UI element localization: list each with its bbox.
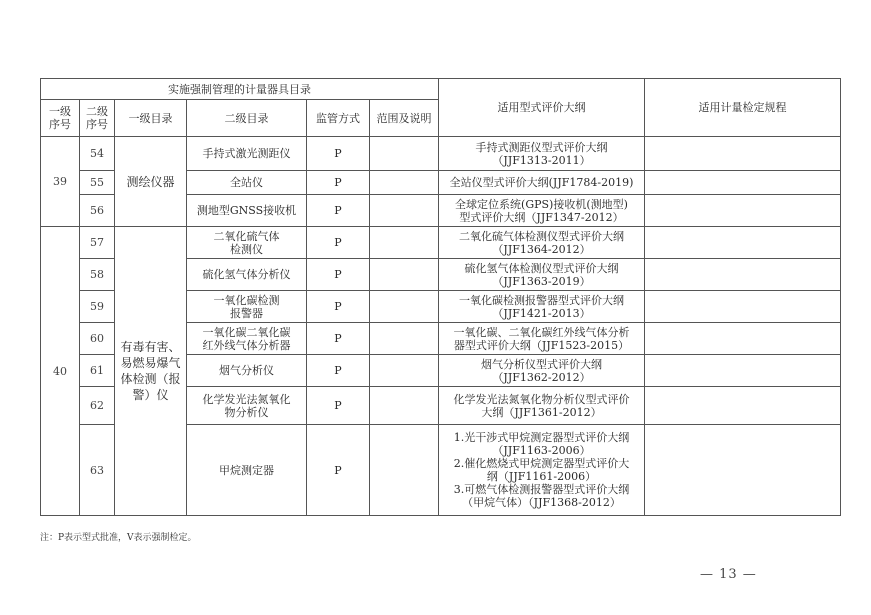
verification-cell (645, 137, 841, 171)
table-header-row-1 (41, 79, 841, 100)
verification-cell (645, 387, 841, 425)
level2-no: 54 (80, 137, 115, 171)
supervision-mode: P (307, 137, 370, 171)
eval-outline: 一氧化碳、二氧化碳红外线气体分析 器型式评价大纲（JJF1523-2015） (439, 323, 645, 355)
supervision-mode: P (307, 425, 370, 516)
scope-cell (370, 137, 439, 171)
eval-outline: 二氧化硫气体检测仪型式评价大纲 （JJF1364-2012） (439, 227, 645, 259)
level2-no: 59 (80, 291, 115, 323)
scope-cell (370, 291, 439, 323)
level2-no: 60 (80, 323, 115, 355)
eval-outline: 全站仪型式评价大纲(JJF1784-2019) (439, 171, 645, 195)
level1-no: 40 (41, 227, 80, 516)
level2-catalog-header: 二级目录 (187, 100, 307, 137)
table-row (41, 137, 841, 171)
catalog-table (40, 78, 841, 516)
scope-cell (370, 425, 439, 516)
table-row (41, 227, 841, 259)
level1-catalog-header: 一级目录 (115, 100, 187, 137)
verification-cell (645, 259, 841, 291)
eval-outline: 硫化氢气体检测仪型式评价大纲 （JJF1363-2019） (439, 259, 645, 291)
level2-no: 63 (80, 425, 115, 516)
scope-cell (370, 227, 439, 259)
eval-outline: 全球定位系统(GPS)接收机(测地型) 型式评价大纲（JJF1347-2012） (439, 195, 645, 227)
eval-outline: 烟气分析仪型式评价大纲 （JJF1362-2012） (439, 355, 645, 387)
supervision-mode: P (307, 171, 370, 195)
level2-catalog: 一氧化碳二氧化碳 红外线气体分析器 (187, 323, 307, 355)
level2-catalog: 化学发光法氮氧化 物分析仪 (187, 387, 307, 425)
level2-catalog: 测地型GNSS接收机 (187, 195, 307, 227)
eval-outline-header: 适用型式评价大纲 (439, 79, 645, 137)
level2-no: 55 (80, 171, 115, 195)
level2-no: 58 (80, 259, 115, 291)
level1-no-header: 一级序号 (41, 100, 80, 137)
table-title: 实施强制管理的计量器具目录 (41, 79, 439, 100)
scope-cell (370, 387, 439, 425)
level1-catalog-label: 测绘仪器 (126, 174, 175, 189)
verification-header: 适用计量检定规程 (645, 79, 841, 137)
supervision-mode: P (307, 355, 370, 387)
level2-no: 61 (80, 355, 115, 387)
scope-cell (370, 355, 439, 387)
level1-catalog-label: 有毒有害、 易燃易爆气 体检测（报 警）仪 (120, 340, 181, 402)
scope-cell (370, 171, 439, 195)
level2-catalog: 一氧化碳检测 报警器 (187, 291, 307, 323)
verification-cell (645, 291, 841, 323)
supervision-mode: P (307, 259, 370, 291)
level2-no: 62 (80, 387, 115, 425)
level1-no: 39 (41, 137, 80, 227)
scope-cell (370, 195, 439, 227)
supervision-mode: P (307, 323, 370, 355)
level2-catalog: 手持式激光测距仪 (187, 137, 307, 171)
level1-catalog (115, 137, 187, 227)
page-number: — 13 — (700, 567, 757, 582)
level2-no: 56 (80, 195, 115, 227)
level2-catalog: 硫化氢气体分析仪 (187, 259, 307, 291)
verification-cell (645, 425, 841, 516)
supervision-mode: P (307, 195, 370, 227)
verification-cell (645, 355, 841, 387)
level1-catalog (115, 227, 187, 516)
verification-cell (645, 195, 841, 227)
verification-cell (645, 323, 841, 355)
verification-cell (645, 171, 841, 195)
scope-cell (370, 323, 439, 355)
supervision-mode: P (307, 227, 370, 259)
level2-no-header: 二级序号 (80, 100, 115, 137)
footnote: 注：P表示型式批准，V表示强制检定。 (40, 533, 197, 543)
scope-cell (370, 259, 439, 291)
supervision-header: 监管方式 (307, 100, 370, 137)
level2-catalog: 烟气分析仪 (187, 355, 307, 387)
eval-outline: 手持式测距仪型式评价大纲 （JJF1313-2011） (439, 137, 645, 171)
supervision-mode: P (307, 291, 370, 323)
level2-catalog: 全站仪 (187, 171, 307, 195)
eval-outline: 1.光干涉式甲烷测定器型式评价大纲 （JJF1163-2006） 2.催化燃烧式甲烷测定器型式评价大 纲（JJF1161-2006） 3.可燃气体检测报警器型式评价大纲 （甲烷气体）（JJF1368-2012） (439, 425, 645, 516)
level2-no: 57 (80, 227, 115, 259)
supervision-mode: P (307, 387, 370, 425)
level2-catalog: 二氧化硫气体 检测仪 (187, 227, 307, 259)
verification-cell (645, 227, 841, 259)
level2-catalog: 甲烷测定器 (187, 425, 307, 516)
scope-header: 范围及说明 (370, 100, 439, 137)
eval-outline: 化学发光法氮氧化物分析仪型式评价 大纲（JJF1361-2012） (439, 387, 645, 425)
eval-outline: 一氧化碳检测报警器型式评价大纲 （JJF1421-2013） (439, 291, 645, 323)
